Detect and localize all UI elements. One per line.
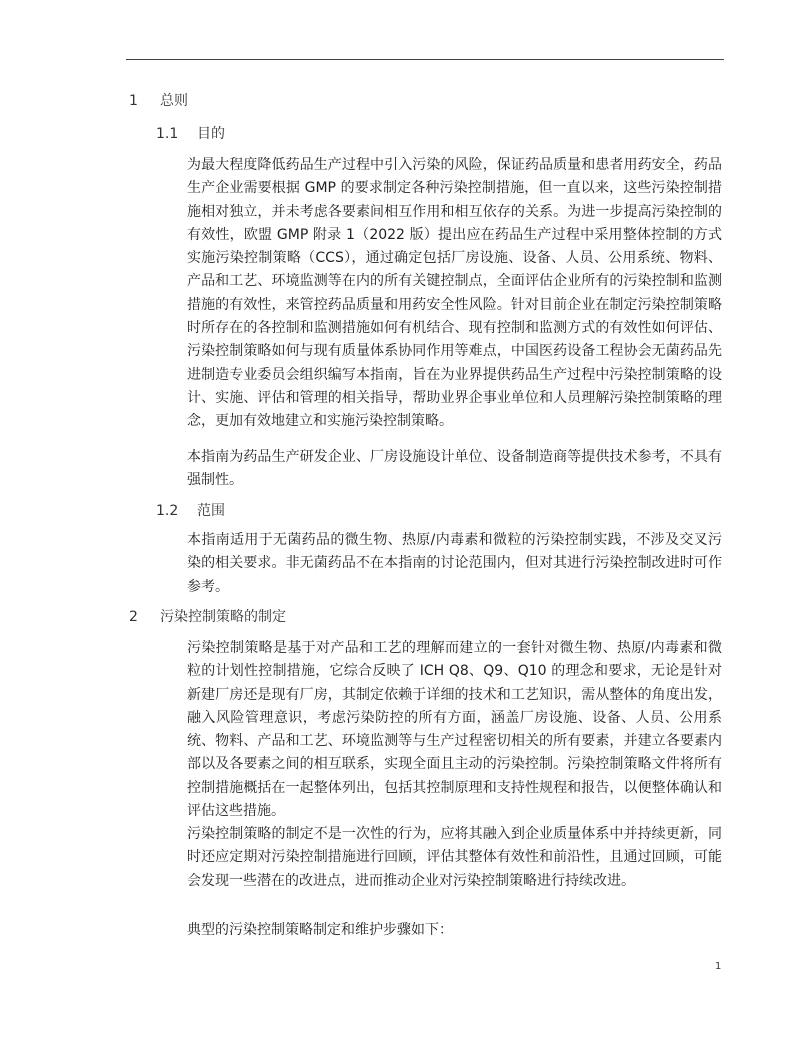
section-heading-1-2 <box>156 499 225 523</box>
section-number: 2 <box>129 609 138 625</box>
paragraph-ccs-definition: 污染控制策略是基于对产品和工艺的理解而建立的一套针对微生物、热原/内毒素和微粒的计划性控制措施，它综合反映了 ICH Q8、Q9、Q10 的理念和要求，无论是针对新建厂房还是现有厂房，其制定依赖于详细的技术和工艺知识，需从整体的角度出发，融入风险管理意识，考虑污染防控的所有方面，涵盖厂房设施、设备、人员、公用系统、物料、产品和工艺、环境监测等与生产过程密切相关的所有要素，并建立各要素内部以及各要素之间的相互联系，实现全面且主动的污染控制。污染控制策略文件将所有控制措施概括在一起整体列出，包括其控制原理和支持性规程和报告，以便整体确认和评估这些措施。 <box>187 640 722 820</box>
paragraph-ccs-update: 污染控制策略的制定不是一次性的行为，应将其融入到企业质量体系中并持续更新，同时还应定期对污染控制措施进行回顾，评估其整体有效性和前沿性，且通过回顾，可能会发现一些潜在的改进点，进而推动企业对污染控制策略进行持续改进。 <box>187 826 722 889</box>
section-title: 总则 <box>160 93 188 109</box>
section-heading-1 <box>129 89 188 113</box>
section-title: 范围 <box>197 503 225 519</box>
section-number: 1 <box>129 93 138 109</box>
paragraph-steps-intro: 典型的污染控制策略制定和维护步骤如下： <box>187 922 453 938</box>
section-number: 1.1 <box>156 126 179 142</box>
section-title: 污染控制策略的制定 <box>160 609 286 625</box>
section-heading-2 <box>129 605 286 629</box>
paragraph-nonbinding: 本指南为药品生产研发企业、厂房设施设计单位、设备制造商等提供技术参考，不具有强制性。 <box>187 449 722 489</box>
paragraph-scope: 本指南适用于无菌药品的微生物、热原/内毒素和微粒的污染控制实践，不涉及交叉污染的相关要求。非无菌药品不在本指南的讨论范围内，但对其进行污染控制改进时可作参考。 <box>187 532 722 595</box>
page-number: 1 <box>715 961 722 972</box>
section-number: 1.2 <box>156 503 179 519</box>
paragraph-purpose: 为最大程度降低药品生产过程中引入污染的风险，保证药品质量和患者用药安全，药品生产企业需要根据 GMP 的要求制定各种污染控制措施，但一直以来，这些污染控制措施相对独立，并未考虑各要素间相互作用和相互依存的关系。为进一步提高污染控制的有效性，欧盟 GMP 附录 1（2022 版）提出应在药品生产过程中采用整体控制的方式实施污染控制策略（CCS），通过确定包括厂房设施、设备、人员、公用系统、物料、产品和工艺、环境监测等在内的所有关键控制点，全面评估企业所有的污染控制和监测措施的有效性，来管控药品质量和用药安全性风险。针对目前企业在制定污染控制策略时所存在的各控制和监测措施如何有机结合、现有控制和监测方式的有效性如何评估、污染控制策略如何与现有质量体系协同作用等难点，中国医药设备工程协会无菌药品先进制造专业委员会组织编写本指南，旨在为业界提供药品生产过程中污染控制策略的设计、实施、评估和管理的相关指导，帮助业界企事业单位和人员理解污染控制策略的理念，更加有效地建立和实施污染控制策略。 <box>187 157 722 430</box>
header-rule <box>126 59 724 60</box>
section-heading-1-1 <box>156 122 225 146</box>
section-title: 目的 <box>197 126 225 142</box>
